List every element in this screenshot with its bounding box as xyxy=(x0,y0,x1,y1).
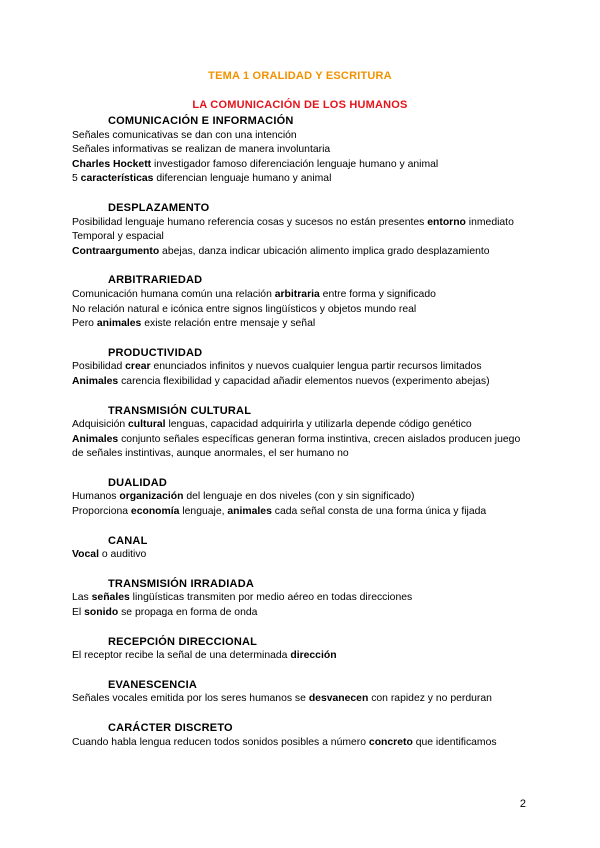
text-segment: investigador famoso diferenciación lenguaje humano y animal xyxy=(151,158,439,170)
text-segment: Cuando habla lengua reducen todos sonidos posibles a número xyxy=(72,736,369,748)
text-segment: El xyxy=(72,607,85,619)
text-segment: Proporciona xyxy=(72,506,131,518)
text-segment: Temporal y espacial xyxy=(72,231,164,243)
document-body xyxy=(72,114,532,750)
text-segment: del lenguaje en dos niveles (con y sin significado) xyxy=(183,491,415,503)
text-segment: o auditivo xyxy=(98,549,147,561)
section-line xyxy=(72,288,532,303)
bold-term: crear xyxy=(125,361,151,373)
section xyxy=(72,635,532,664)
section-heading: RECEPCIÓN DIRECCIONAL xyxy=(108,635,258,648)
text-segment: Pero xyxy=(72,318,97,330)
document-title: TEMA 1 ORALIDAD Y ESCRITURA xyxy=(208,70,392,82)
bold-term: Charles Hockett xyxy=(72,158,152,170)
bold-term: sonido xyxy=(84,607,119,619)
section-heading: ARBITRARIEDAD xyxy=(108,274,203,287)
bold-term: señales xyxy=(91,592,130,604)
bold-term: concreto xyxy=(368,736,413,748)
bold-term: cultural xyxy=(128,419,166,431)
text-segment: Posibilidad xyxy=(72,361,126,373)
text-segment: se propaga en forma de onda xyxy=(118,607,258,619)
bold-term: dirección xyxy=(290,650,337,662)
section-heading: CANAL xyxy=(108,534,148,547)
bold-term: Animales xyxy=(72,375,119,387)
section xyxy=(72,114,532,187)
text-segment: Señales comunicativas se dan con una intención xyxy=(72,129,297,141)
text-segment: diferencian lenguaje humano y animal xyxy=(153,173,332,185)
text-segment: con rapidez y no perduran xyxy=(368,693,492,705)
section-heading: TRANSMISIÓN IRRADIADA xyxy=(108,577,254,590)
section-line xyxy=(72,230,532,245)
bold-term: Contraargumento xyxy=(72,245,160,257)
text-segment: abejas, danza indicar ubicación alimento implica grado desplazamiento xyxy=(159,245,490,257)
section-heading: EVANESCENCIA xyxy=(108,678,197,691)
bold-term: animales xyxy=(227,506,272,518)
bold-term: Animales xyxy=(72,433,119,445)
text-segment: inmediato xyxy=(465,216,514,228)
section-line xyxy=(72,303,532,318)
document-subtitle: LA COMUNICACIÓN DE LOS HUMANOS xyxy=(192,99,408,111)
bold-term: animales xyxy=(96,318,142,330)
section-line xyxy=(72,548,532,563)
page-number: 2 xyxy=(519,798,526,810)
text-segment: Humanos xyxy=(72,491,120,503)
section xyxy=(72,534,532,563)
section-line xyxy=(72,143,532,158)
section xyxy=(72,346,532,390)
section-line xyxy=(72,317,532,332)
section-line xyxy=(72,158,532,173)
section xyxy=(72,404,532,462)
section-line xyxy=(72,172,532,187)
text-segment: Señales informativas se realizan de manera involuntaria xyxy=(72,144,331,156)
section-heading: DUALIDAD xyxy=(108,476,168,489)
text-segment: Posibilidad lenguaje humano referencia cosas y sucesos no están presentes xyxy=(72,216,428,228)
text-segment: enunciados infinitos y nuevos cualquier lengua partir recursos limitados xyxy=(150,361,482,373)
bold-term: características xyxy=(80,173,154,185)
section-line xyxy=(72,433,532,462)
section-line xyxy=(72,375,532,390)
section-heading: COMUNICACIÓN E INFORMACIÓN xyxy=(108,115,294,127)
section-line xyxy=(72,216,532,231)
section-line xyxy=(72,505,532,520)
section-line xyxy=(72,490,532,505)
text-segment: carencia flexibilidad y capacidad añadir elementos nuevos (experimento abejas) xyxy=(118,375,490,387)
section xyxy=(72,678,532,707)
section-line xyxy=(72,418,532,433)
section-line xyxy=(72,649,532,664)
text-segment: cada señal consta de una forma única y fijada xyxy=(271,506,487,518)
bold-term: Vocal xyxy=(72,549,99,561)
section-line xyxy=(72,129,532,144)
section-line xyxy=(72,606,532,621)
section-heading: CARÁCTER DISCRETO xyxy=(108,722,233,734)
section-heading: PRODUCTIVIDAD xyxy=(108,346,203,359)
text-segment: lenguaje, xyxy=(179,506,228,518)
text-segment: 5 xyxy=(72,173,81,185)
text-segment: Señales vocales emitida por los seres humanos se xyxy=(72,693,309,705)
text-segment: que identificamos xyxy=(412,736,497,748)
section-heading: TRANSMISIÓN CULTURAL xyxy=(108,404,252,417)
text-segment: Adquisición xyxy=(72,419,129,431)
section-line xyxy=(72,736,532,751)
text-segment: existe relación entre mensaje y señal xyxy=(141,318,316,330)
bold-term: desvanecen xyxy=(308,693,369,705)
section xyxy=(72,577,532,621)
section-heading: DESPLAZAMENTO xyxy=(108,201,210,214)
bold-term: organización xyxy=(119,491,184,503)
section xyxy=(72,721,532,750)
section-line xyxy=(72,360,532,375)
bold-term: arbitraria xyxy=(274,288,320,300)
bold-term: entorno xyxy=(427,216,466,228)
section-line xyxy=(72,591,532,606)
section xyxy=(72,476,532,520)
text-segment: El receptor recibe la señal de una determinada xyxy=(72,650,291,662)
section xyxy=(72,201,532,259)
text-segment: Las xyxy=(72,592,92,604)
text-segment: conjunto señales específicas generan forma instintiva, crecen aislados producen juego de señales instintivas, aunque anormales, el ser humano no xyxy=(72,433,521,460)
section-line xyxy=(72,692,532,707)
text-segment: Comunicación humana común una relación xyxy=(72,288,275,300)
text-segment: entre forma y significado xyxy=(319,288,436,300)
text-segment: lenguas, capacidad adquirirla y utilizarla depende código genético xyxy=(165,419,472,431)
text-segment: lingüísticas transmiten por medio aéreo en todas direcciones xyxy=(129,592,413,604)
text-segment: No relación natural e icónica entre signos lingüísticos y objetos mundo real xyxy=(72,303,417,315)
section-line xyxy=(72,245,532,260)
bold-term: economía xyxy=(130,506,180,518)
section xyxy=(72,273,532,331)
